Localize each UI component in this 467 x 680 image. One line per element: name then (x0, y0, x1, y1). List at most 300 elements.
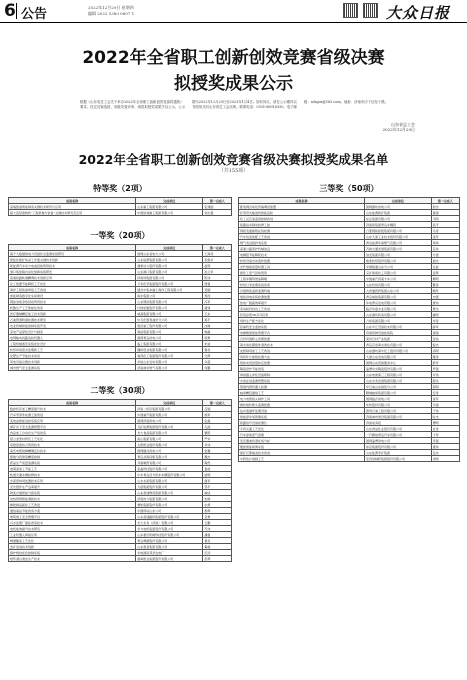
table-cell: 中国重汽集团有限公司 (136, 412, 203, 418)
masthead-divider (16, 3, 17, 19)
table-cell: 济南局集团有限公司 (136, 275, 203, 281)
table-cell: 国网济南供电公司 (136, 418, 203, 424)
table-cell: 家电产品绿色设计与制造 (9, 329, 136, 335)
table-cell: 变电站智能巡检系统应用 (9, 418, 136, 424)
date-line (88, 5, 134, 17)
table-cell: 胜利石油工程有限公司 (365, 408, 432, 414)
table-cell: 济南局集团青岛车辆段 (365, 222, 432, 228)
table-cell: 山东高速路桥集团股份有限公司 (136, 514, 203, 520)
table-cell: 铁路货车制动检修工装 (239, 222, 365, 228)
table-cell: 常军 (431, 396, 459, 402)
table-cell: 济南城市建设集团有限公司 (365, 414, 432, 420)
table-cell: 陈伟 (203, 275, 232, 281)
table-cell: 中石油山东销售分公司 (365, 384, 432, 390)
table-cell: 山东得益乳业股份有限公司 (365, 426, 432, 432)
table-cell: 日照钢铁控股集团有限公司 (365, 228, 432, 234)
table-cell: 山东高速物流集团有限公司 (136, 490, 203, 496)
table-cell: 济南二机床集团有限公司 (136, 406, 203, 412)
table-cell: 玻璃深加工节能工艺 (9, 466, 136, 472)
table-cell: 东岳集团有限公司 (365, 216, 432, 222)
table-cell: 孔波 (203, 424, 232, 430)
table-cell: 服装智能裁剪系统 (239, 444, 365, 450)
table-cell: 尤辉 (203, 353, 232, 359)
table-cell: 电机能效提升技术研究 (9, 526, 136, 532)
table-cell: 钢铁冶炼余热回收利用技术 (9, 299, 136, 305)
table-cell: 配电网自动化终端调试装置 (239, 204, 365, 210)
table-cell: 如意集团股份有限公司 (365, 444, 432, 450)
table-cell: 烟台中集来福士海洋工程有限公司 (136, 287, 203, 293)
signature-org: 山东省总工会 (391, 122, 415, 127)
table-row (239, 456, 460, 462)
table-cell: 莱州石材产业集团 (365, 336, 432, 342)
table-header-cell: 成果名称 (9, 245, 136, 251)
award-table (8, 197, 232, 216)
award-section-heading: 一等奖（20项） (90, 231, 150, 240)
table-cell: 燃气表远程抄表系统 (239, 240, 365, 246)
table-cell: 电解铝节能降耗技术 (239, 252, 365, 258)
table-header-cell: 成果名称 (9, 198, 136, 204)
table-cell: 贺伟 (431, 336, 459, 342)
table-cell: 兖矿鲁南化工有限公司 (365, 270, 432, 276)
table-cell: 机场行李处理系统改造 (239, 282, 365, 288)
table-cell: 山东电建第三工程有限公司 (365, 372, 432, 378)
table-cell: 山东能源新矿集团 (365, 210, 432, 216)
table-cell: 邬明 (431, 384, 459, 390)
table-cell: 济南特种设备检验院 (365, 330, 432, 336)
table-cell: 淄博华光陶瓷股份有限公司 (365, 366, 432, 372)
table-cell: 国网潍坊供电公司 (365, 204, 432, 210)
table-cell: 济南电务段 (365, 420, 432, 426)
table-cell: 中车青岛四方机车车辆股份有限公司 (136, 472, 203, 478)
table-cell: 柳明 (431, 276, 459, 282)
table-cell: 水质在线监测预警系统 (239, 378, 365, 384)
table-cell: 凤鸣 (431, 240, 459, 246)
table-cell: 鲁西化工集团股份有限公司 (136, 353, 203, 359)
table-cell: 智能制造数字化车间建设 (9, 293, 136, 299)
table-cell: 雷强 (431, 330, 459, 336)
table-cell: 力诺集团股份有限公司 (136, 484, 203, 490)
table-cell: 赛轮集团股份有限公司 (136, 502, 203, 508)
table-cell: 鲍军 (431, 288, 459, 294)
table-cell: 葛亮 (203, 538, 232, 544)
table-cell: 起重机安全监控系统 (239, 324, 365, 330)
table-cell: 任波 (431, 264, 459, 270)
table-cell: 秦亮 (203, 347, 232, 353)
table-cell: 吕刚 (203, 406, 232, 412)
table-cell: 汽车零部件检测工装改进 (9, 412, 136, 418)
table-cell: 轨道交通车辆检修技术 (9, 472, 136, 478)
table-cell: 煤化工废气回收利用 (239, 270, 365, 276)
table-cell: 李振华 (203, 257, 232, 263)
table-cell: 彭辉 (203, 556, 232, 562)
table-cell: 化工装置节能降耗工艺优化 (9, 281, 136, 287)
table-cell: 钻井液循环处理设备 (239, 408, 365, 414)
table-cell: 魏桥创业集团有限公司 (136, 347, 203, 353)
table-cell: 鲁泰纺织股份有限公司 (365, 258, 432, 264)
table-cell: 物流仓储智能分拣系统 (9, 490, 136, 496)
table-cell: 医疗器械精密加工技术创新 (9, 311, 136, 317)
table-cell: 济南热力集团有限公司 (136, 496, 203, 502)
table-cell: 南山集团有限公司 (136, 436, 203, 442)
table-cell: 工业机器人焊接应用 (9, 532, 136, 538)
table-cell: 齐强 (431, 438, 459, 444)
table-cell: 酆涛 (431, 282, 459, 288)
table-cell: 管道内壁机器人检测 (239, 384, 365, 390)
table-cell: 纺织印染废水处理新工艺 (9, 347, 136, 353)
table-cell: 青岛啤酒股份有限公司 (136, 538, 203, 544)
headline-line-2: 拟授奖成果公示 (174, 74, 293, 94)
table-cell: 朱斌 (203, 341, 232, 347)
table-cell: 山东能源集团有限公司 (136, 257, 203, 263)
table-cell: 昌平 (431, 222, 459, 228)
table-cell: 山东黄金集团有限公司 (136, 544, 203, 550)
table-header-cell: 第一完成人 (203, 245, 232, 251)
table-cell: 海水淡化膜组件清洗技术 (239, 342, 365, 348)
table-cell: 柏林 (203, 496, 232, 502)
table-cell: 王海涛 (203, 251, 232, 257)
table-cell: 中国联通山东分公司 (365, 264, 432, 270)
table-header-cell: 完成单位 (136, 400, 203, 406)
table-cell: 谢军 (203, 478, 232, 484)
table-cell: 山东机场有限公司 (365, 282, 432, 288)
table-cell: 光纤熔接质量检测工具 (239, 264, 365, 270)
table-cell: 临工集团有限公司 (136, 341, 203, 347)
table-row (9, 365, 232, 371)
table-cell: 超大直径盾构机“工程机械与装备”关键技术研究及应用 (9, 210, 136, 216)
award-section (8, 183, 232, 216)
table-cell: 青岛北海造船有限公司 (136, 454, 203, 460)
table-cell: 史强 (431, 294, 459, 300)
table-cell: 家具板材封边工艺改进 (239, 306, 365, 312)
table-cell: 赵明 (203, 263, 232, 269)
table-cell: 晨鸣纸业集团股份有限公司 (136, 556, 203, 562)
table-cell: 刘志强 (203, 210, 232, 216)
table-cell: 光伏组件生产良率提升 (9, 484, 136, 490)
table-cell: 高速公路养护机械改良 (239, 246, 365, 252)
right-column (238, 183, 460, 462)
table-cell: 船舶分段建造精度控制 (9, 454, 136, 460)
masthead (0, 0, 467, 23)
table-cell: 滕涛 (431, 354, 459, 360)
table-cell: 供热管网智能调控技术 (9, 496, 136, 502)
table-cell: 工程机械液压系统优化设计 (9, 341, 136, 347)
table-cell: 蒋平 (203, 317, 232, 323)
table-cell: 苗军 (431, 234, 459, 240)
table-cell: 汽车线束装配工艺改进 (239, 234, 365, 240)
table-cell: 山水水泥集团有限公司 (136, 478, 203, 484)
table-cell: 污水处理厂提标改造技术 (9, 520, 136, 526)
award-table (8, 244, 232, 371)
table-cell: 饲料生产配方优化 (239, 318, 365, 324)
table-cell: 海信集团有限公司 (136, 329, 203, 335)
award-section (8, 230, 232, 371)
table-cell: 变压器油色谱在线分析 (239, 438, 365, 444)
table-cell: 华纺股份有限公司 (365, 402, 432, 408)
table-cell: 山东天润工业技术股份有限公司 (365, 234, 432, 240)
table-cell: 许超 (203, 359, 232, 365)
table-header-cell: 第一完成人 (203, 400, 232, 406)
table-cell: 聊城轴承集团有限公司 (365, 390, 432, 396)
list-title: 2022年全省职工创新创效竞赛省级决赛拟授奖成果名单 (78, 152, 389, 167)
table-cell: 一汽解放青岛汽车有限公司 (365, 432, 432, 438)
date-text: 2022年12月29日 星期四 (88, 5, 134, 10)
table-cell: 中药饮片炮制工艺 (239, 456, 365, 462)
table-cell: 戚明 (203, 472, 232, 478)
table-cell: 六和集团有限公司 (365, 318, 432, 324)
table-cell: 时杰 (431, 414, 459, 420)
headline-line-1: 2022年全省职工创新创效竞赛省级决赛 (82, 48, 385, 68)
table-cell: 地铁供电系统检测装置 (239, 294, 365, 300)
table-cell: 智能电表批量检定装置 (239, 360, 365, 366)
table-cell: 海洋工程装备焊接工艺改进 (9, 287, 136, 293)
table-cell: 化工反应釜温度控制改进 (239, 216, 365, 222)
qr-code-icon (343, 3, 358, 18)
table-cell: 钢板表面缺陷在线检测 (239, 228, 365, 234)
table-cell: 玲珑轮胎股份有限公司 (136, 305, 203, 311)
table-cell: 方强 (431, 252, 459, 258)
table-cell: 马涛 (431, 228, 459, 234)
table-cell: 农药制剂加工工艺改进 (239, 348, 365, 354)
table-cell: 喻成 (203, 490, 232, 496)
table-cell: 姜波 (203, 466, 232, 472)
table-cell: 严华 (203, 436, 232, 442)
table-row (9, 556, 232, 562)
table-cell: 中国铁建重工集团有限公司 (136, 210, 203, 216)
table-header-cell: 成果名称 (9, 400, 136, 406)
table-cell: 铸造砂型3D打印应用 (239, 312, 365, 318)
table-cell: 港口集装箱自动化装卸系统研发 (9, 269, 136, 275)
table-cell: 中国重汽济南卡车公司 (365, 276, 432, 282)
table-cell: 山东水务发展集团有限公司 (365, 378, 432, 384)
table-cell: 雷沃重工股份有限公司 (136, 323, 203, 329)
table-cell: 罗强 (431, 366, 459, 372)
table-cell: 临沂华盛木业有限公司 (365, 306, 432, 312)
table-cell: 于伟 (431, 408, 459, 414)
table-cell: 国网青岛供电公司 (136, 335, 203, 341)
award-table (8, 399, 232, 562)
table-cell: 花伟 (431, 246, 459, 252)
table-cell: 矿用带式输送机智能巡检 (239, 210, 365, 216)
table-header-cell: 第一完成人 (431, 198, 459, 204)
table-cell: 杨勇 (203, 335, 232, 341)
table-cell: 化肥生产节能技术改造 (9, 353, 136, 359)
table-cell: 范涛 (203, 550, 232, 556)
table-cell: 华电青岛发电有限公司 (365, 300, 432, 306)
table-cell: 高速铁路轨道精调技术创新应用 (9, 275, 136, 281)
table-cell: 农业机械智能控制系统开发 (9, 323, 136, 329)
table-cell: 药品生产质量追溯系统 (9, 460, 136, 466)
table-cell: 薛军 (431, 324, 459, 330)
table-cell: 施军 (203, 412, 232, 418)
table-cell: 风机叶片缺陷检测方法 (239, 354, 365, 360)
intro-paragraph: 根据《山东省总工会关于举办2022年全省职工创新创效竞赛的通知》要求，经过初赛选拔、省级决赛评审，现将拟授奖成果予以公示。公示期为2022年12月29日至2023年1月4日。如有异议，请在公示期内以书面形式向山东省总工会反映。联系电话：0531-86916350。电子邮箱：sdzgcx@163.com。地址：济南市历下区经十路。 (80, 100, 389, 109)
table-cell: 纺织设备自动落纱装置 (239, 258, 365, 264)
table-cell: 华力电机集团股份有限公司 (136, 526, 203, 532)
table-cell: 金鑫 (203, 448, 232, 454)
table-cell: 龙大食品集团有限公司 (136, 430, 203, 436)
table-cell: 郎杰 (431, 204, 459, 210)
table-cell: 张磊 (203, 418, 232, 424)
table-cell: 铁路信号设备检测仪 (239, 420, 365, 426)
table-cell: 青岛地铁集团有限公司 (365, 294, 432, 300)
table-cell: 潍柴动力股份有限公司 (136, 263, 203, 269)
table-cell: 新能源汽车动力电池回收利用技术 (9, 263, 136, 269)
table-cell: 韦明 (431, 216, 459, 222)
table-cell: 宏济堂制药集团股份有限公司 (365, 456, 432, 462)
table-cell: 冯军 (203, 299, 232, 305)
table-cell: 孙立军 (203, 269, 232, 275)
table-cell: 傅明 (431, 420, 459, 426)
table-cell: 光大水务（济南）有限公司 (136, 520, 203, 526)
table-cell: 食品加工自动化生产线改造 (9, 430, 136, 436)
table-cell: 陶然 (203, 460, 232, 466)
award-section (8, 385, 232, 562)
table-cell: 焊接烟尘净化设备研制 (239, 372, 365, 378)
newspaper-logo: 大众日报 (386, 4, 451, 22)
table-cell: 青岛百发海水淡化有限公司 (365, 342, 432, 348)
table-cell: 齐鲁交通发展集团有限公司 (365, 246, 432, 252)
table-cell: 邹平 (203, 484, 232, 490)
award-section-heading: 特等奖（2项） (93, 184, 147, 193)
signature-date: 2022年12月29日 (382, 127, 415, 132)
left-column (8, 183, 232, 562)
table-cell: 华伟 (203, 442, 232, 448)
table-cell: 苏伟 (203, 526, 232, 532)
table-cell: 电力电缆接头制作工具 (239, 396, 365, 402)
table-cell: 周强 (203, 281, 232, 287)
table-cell: 济南港华燃气有限公司 (136, 365, 203, 371)
table-cell: 风电设备运维技术创新 (9, 359, 136, 365)
table-cell: 基于大数据的电力设备状态监测系统研究 (9, 251, 136, 257)
table-cell: 伍杰 (431, 450, 459, 456)
table-cell: 青岛能源华润燃气有限公司 (365, 240, 432, 246)
table-cell: 棉纺细纱断头监测装置 (239, 402, 365, 408)
table-cell: 数控机床加工精度提升技术 (9, 406, 136, 412)
table-cell: 电梯维保智能管理平台 (239, 330, 365, 336)
table-cell: 轴承精密磨削工艺 (239, 390, 365, 396)
table-cell: 郑涛 (203, 293, 232, 299)
qr-code-icon (363, 3, 378, 18)
table-cell: 云鹏 (203, 520, 232, 526)
table-cell: 信发集团有限公司 (365, 252, 432, 258)
table-cell: 卞军 (431, 432, 459, 438)
table-header-cell: 成果名称 (239, 198, 365, 204)
table-cell: 山东能源枣矿集团 (365, 450, 432, 456)
table-cell: 山东潍坊润丰化工股份有限公司 (365, 348, 432, 354)
table-cell: 煤矿瓦斯抽采技术改进 (239, 450, 365, 456)
table-cell: 鲁强 (431, 210, 459, 216)
table-cell: 山东港口集团有限公司 (136, 269, 203, 275)
table-cell: 大唐山东发电有限公司 (365, 354, 432, 360)
table-cell: 韩磊 (203, 329, 232, 335)
section-name: 公告 (21, 7, 48, 22)
award-section (238, 183, 460, 462)
table-cell: 国网山东省电力公司 (136, 251, 203, 257)
table-cell: 费杰 (431, 306, 459, 312)
table-cell: 何鹏 (203, 365, 232, 371)
table-cell: 毕伟 (431, 372, 459, 378)
table-cell: 齐鲁制药有限公司 (136, 460, 203, 466)
table-cell: 廉明 (431, 312, 459, 318)
table-cell: 建筑施工安全管理平台 (9, 514, 136, 520)
table-cell: 俞杰 (431, 258, 459, 264)
table-cell: 山东豪迈机械科技股份有限公司 (136, 532, 203, 538)
award-section-heading: 二等奖（30项） (90, 386, 150, 395)
table-cell: 石油管道防腐检测技术研究 (9, 317, 136, 323)
table-cell: 华电国际邹县发电厂 (136, 550, 203, 556)
table-cell: 魏杰 (203, 454, 232, 460)
table-cell: 水源 (203, 502, 232, 508)
table-cell: 张建国 (203, 204, 232, 210)
signature (383, 122, 415, 132)
table-cell: 奚峰 (203, 544, 232, 550)
table-cell: 余明 (431, 456, 459, 462)
page-number: 6 (4, 1, 16, 21)
table-cell: 乐强 (431, 402, 459, 408)
list-count: （共155项） (218, 168, 249, 174)
table-cell: 山东重工集团有限公司 (136, 204, 203, 210)
table-cell: 金晶科技股份有限公司 (136, 466, 203, 472)
table-cell: 海尔集团公司 (136, 293, 203, 299)
table-cell: 通信基站节能改造方案 (9, 508, 136, 514)
table-cell: 吴刚 (203, 287, 232, 293)
table-cell: 唐伟 (431, 300, 459, 306)
table-cell: 康伟 (431, 444, 459, 450)
table-cell: 兖矿能源集团股份有限公司 (136, 424, 203, 430)
table-header-cell: 第一完成人 (203, 198, 232, 204)
table-cell: 高端装备智能制造关键技术研究与应用 (9, 204, 136, 210)
table-cell: 国网烟台供电公司 (136, 448, 203, 454)
table-cell: 万华化学集团股份有限公司 (136, 281, 203, 287)
table-cell: 高压电缆故障精确定位技术 (9, 448, 136, 454)
table-cell: 智能停车场管理系统 (239, 414, 365, 420)
table-cell: 城市燃气安全监测系统 (9, 365, 136, 371)
table-cell: 太阳纸业股份有限公司 (136, 442, 203, 448)
table-header-cell: 完成单位 (365, 198, 432, 204)
table-cell: 卫东 (203, 311, 232, 317)
table-header-cell: 完成单位 (136, 198, 203, 204)
table-cell: 窦辉 (203, 508, 232, 514)
table-cell: 威高集团有限公司 (136, 311, 203, 317)
table-cell: 中国移动山东公司 (136, 508, 203, 514)
table-cell: 山东丰汇设备技术有限公司 (365, 324, 432, 330)
table-header-cell: 完成单位 (136, 245, 203, 251)
table-cell: 陶瓷窑炉节能改造 (239, 366, 365, 372)
table-cell: 殷军 (431, 360, 459, 366)
table-cell: 铝合金型材挤压工艺优化 (9, 436, 136, 442)
table-cell: 热电厂脱硫效率提升 (239, 300, 365, 306)
table-cell: 中石化胜利油田分公司 (136, 317, 203, 323)
table-cell: 轮胎生产工艺智能化改造 (9, 305, 136, 311)
table-cell: 冷链物流温控监测终端 (239, 288, 365, 294)
table-cell: 牛奶灭菌工艺优化 (239, 426, 365, 432)
table-cell: 锅炉燃烧优化控制系统 (9, 550, 136, 556)
table-cell: 九州通医药集团山东公司 (365, 288, 432, 294)
table-cell: 橡胶制品硫化工艺改进 (9, 502, 136, 508)
table-cell: 潘强 (203, 532, 232, 538)
table-cell: 皮涛 (431, 426, 459, 432)
award-table (238, 197, 460, 462)
table-cell: 华能山东发电有限公司 (136, 359, 203, 365)
table-cell: 水泥窑协同处置技术应用 (9, 478, 136, 484)
table-cell: 工程车辆驾驶室降噪 (239, 276, 365, 282)
table-cell: 沈峰 (203, 323, 232, 329)
table-cell: 石材切割粉尘治理装置 (239, 336, 365, 342)
table-cell: 智能化煤矿综采工作面关键技术创新 (9, 257, 136, 263)
table-cell: 袁辉 (431, 270, 459, 276)
table-cell: 国网淄博供电公司 (365, 438, 432, 444)
table-cell: 国网山东营销服务中心 (365, 360, 432, 366)
